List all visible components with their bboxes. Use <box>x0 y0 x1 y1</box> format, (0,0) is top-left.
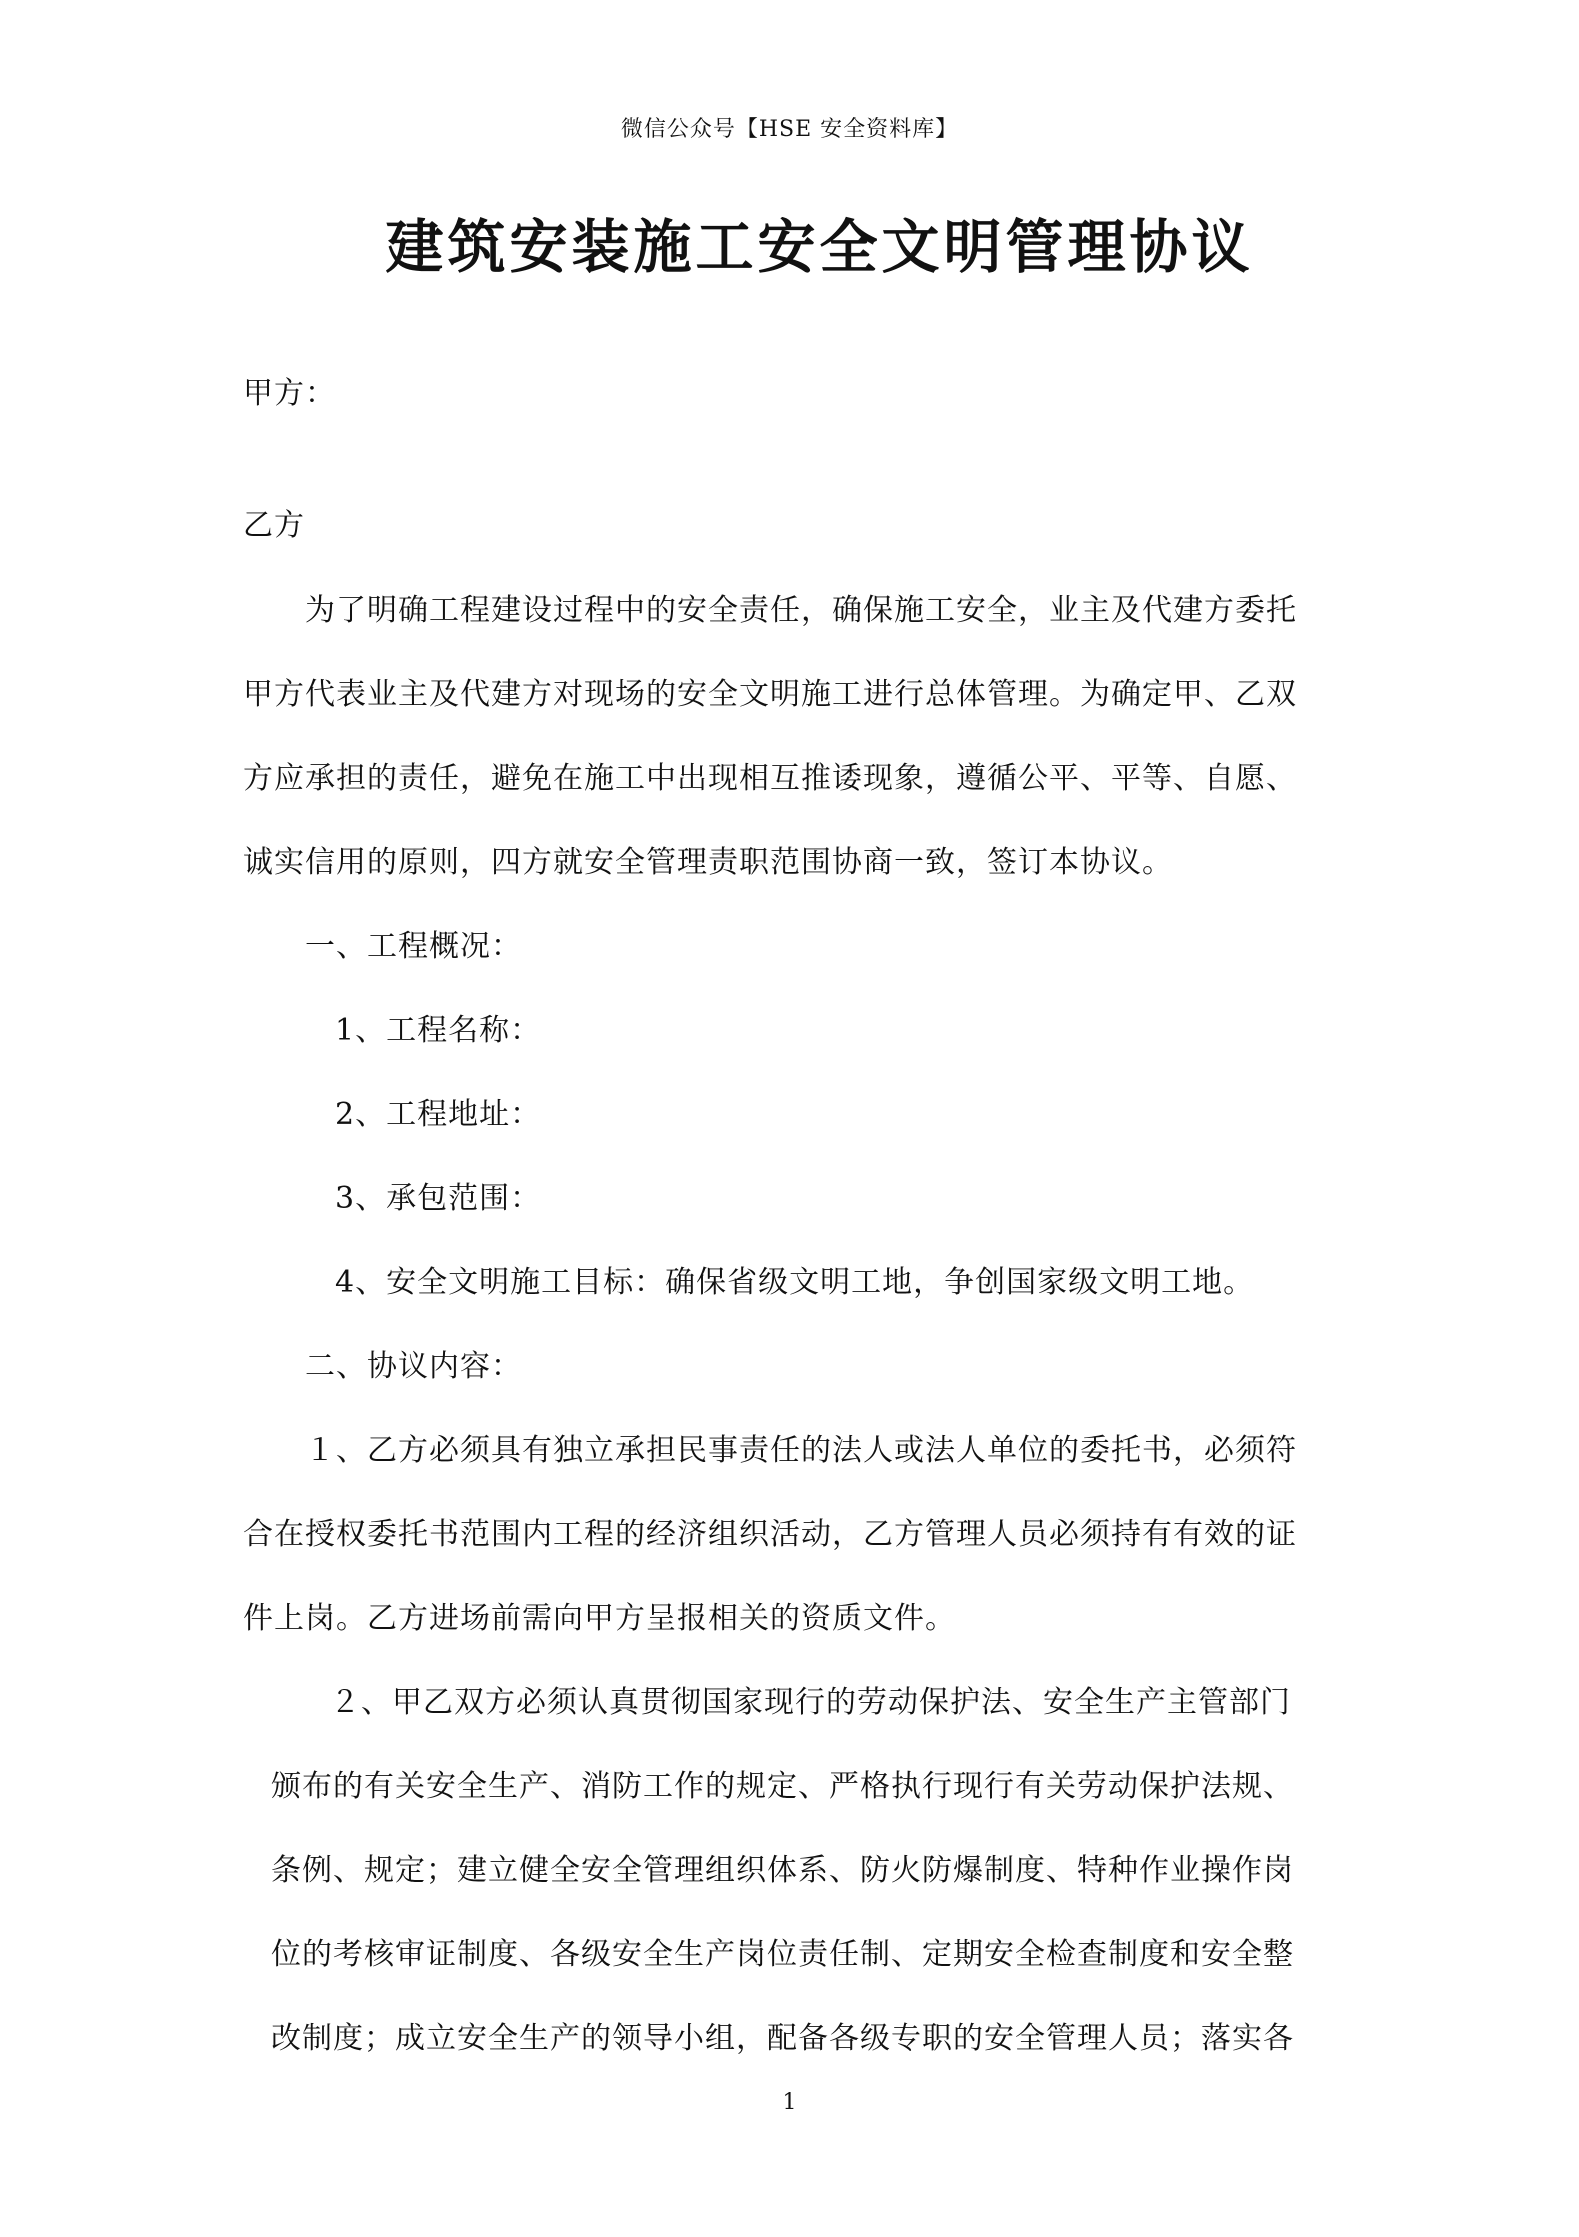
section-1-item-3: 3、承包范围： <box>335 1181 542 1216</box>
section-1-item-2: 2、工程地址： <box>335 1097 542 1132</box>
intro-line-3: 方应承担的责任，避免在施工中出现相互推诿现象，遵循公平、平等、自愿、 <box>243 761 1297 796</box>
clause-1-line-3: 件上岗。乙方进场前需向甲方呈报相关的资质文件。 <box>243 1601 956 1636</box>
party-a-label: 甲方： <box>243 376 336 411</box>
clause-2-line-4: 位的考核审证制度、各级安全生产岗位责任制、定期安全检查制度和安全整 <box>271 1937 1294 1972</box>
section-1-heading: 一、工程概况： <box>305 929 522 964</box>
intro-line-1: 为了明确工程建设过程中的安全责任，确保施工安全，业主及代建方委托 <box>305 593 1297 628</box>
party-b-label: 乙方 <box>243 508 305 543</box>
clause-1-line-2: 合在授权委托书范围内工程的经济组织活动，乙方管理人员必须持有有效的证 <box>243 1517 1297 1552</box>
intro-line-4: 诚实信用的原则，四方就安全管理责职范围协商一致，签订本协议。 <box>243 845 1173 880</box>
section-1-item-1: 1、工程名称： <box>335 1013 542 1048</box>
clause-1-line-1: １、乙方必须具有独立承担民事责任的法人或法人单位的委托书，必须符 <box>305 1433 1297 1468</box>
clause-2-line-3: 条例、规定；建立健全安全管理组织体系、防火防爆制度、特种作业操作岗 <box>271 1853 1294 1888</box>
clause-2-line-5: 改制度；成立安全生产的领导小组，配备各级专职的安全管理人员；落实各 <box>271 2021 1294 2056</box>
page-header: 微信公众号【HSE 安全资料库】 <box>620 117 959 142</box>
document-title: 建筑安装施工安全文明管理协议 <box>385 213 1254 281</box>
page-number: 1 <box>782 2090 797 2115</box>
section-1-item-4: 4、安全文明施工目标：确保省级文明工地，争创国家级文明工地。 <box>335 1265 1255 1300</box>
clause-2-line-2: 颁布的有关安全生产、消防工作的规定、严格执行现行有关劳动保护法规、 <box>271 1769 1294 1804</box>
clause-2-line-1: ２、甲乙双方必须认真贯彻国家现行的劳动保护法、安全生产主管部门 <box>330 1685 1291 1720</box>
intro-line-2: 甲方代表业主及代建方对现场的安全文明施工进行总体管理。为确定甲、乙双 <box>243 677 1297 712</box>
section-2-heading: 二、协议内容： <box>305 1349 522 1384</box>
